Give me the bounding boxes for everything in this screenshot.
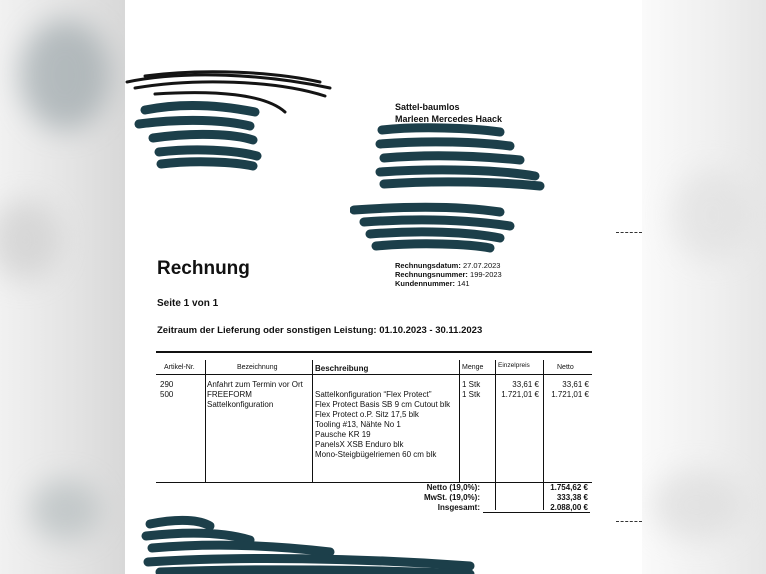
net-total-value: 1.754,62 € [550, 483, 588, 492]
row-unit-price: 1.721,01 € [501, 390, 539, 399]
column-divider [312, 360, 313, 482]
header-quantity: Menge [462, 364, 484, 371]
background-blur [30, 480, 100, 540]
header-net: Netto [557, 364, 574, 371]
row-description-line: Flex Protect o.P. Sitz 17,5 blk [315, 410, 419, 419]
invoice-number-value: 199-2023 [470, 270, 502, 279]
vat-value: 333,38 € [556, 493, 588, 502]
sender-owner: Marleen Mercedes Haack [395, 114, 503, 124]
row-article-no: 500 [160, 390, 174, 399]
page-info: Seite 1 von 1 [157, 298, 219, 309]
invoice-number-label: Rechnungsnummer: [395, 270, 468, 279]
row-net: 1.721,01 € [551, 390, 589, 399]
invoice-paper [125, 0, 642, 574]
row-quantity: 1 Stk [462, 380, 481, 389]
net-total-label: Netto (19,0%): [426, 483, 480, 492]
row-article-no: 290 [160, 380, 174, 389]
document-title: Rechnung [157, 258, 250, 279]
delivery-period: Zeitraum der Lieferung oder sonstigen Leistung: 01.10.2023 - 30.11.2023 [157, 325, 483, 336]
row-description-line: Pausche KR 19 [315, 430, 371, 439]
customer-number [395, 279, 470, 289]
background-blur [672, 170, 752, 260]
invoice-date-label: Rechnungsdatum: [395, 261, 461, 270]
grand-total-label: Insgesamt: [437, 503, 480, 512]
row-description-line: Flex Protect Basis SB 9 cm Cutout blk [315, 400, 451, 409]
row-description-line: Mono-Steigbügelriemen 60 cm blk [315, 450, 437, 459]
column-divider [459, 360, 460, 482]
header-article-no: Artikel-Nr. [164, 364, 195, 371]
background-blur [652, 470, 742, 540]
row-designation: FREEFORM [207, 390, 252, 399]
background-left [0, 0, 125, 574]
table-header-rule [156, 374, 592, 375]
total-rule [483, 512, 590, 513]
customer-number-value: 141 [457, 279, 470, 288]
grand-total-value: 2.088,00 € [550, 503, 588, 512]
customer-number-label: Kundennummer: [395, 279, 455, 288]
header-description: Beschreibung [315, 364, 369, 373]
invoice-date-value: 27.07.2023 [462, 261, 501, 270]
sender-address-redaction [350, 120, 550, 260]
row-designation: Sattelkonfiguration [207, 400, 274, 409]
background-blur [20, 20, 110, 130]
header-designation: Bezeichnung [237, 364, 278, 371]
row-description-line: Tooling #13, Nähte No 1 [315, 420, 401, 429]
background-right [642, 0, 766, 574]
row-net: 33,61 € [562, 380, 589, 389]
row-designation: Anfahrt zum Termin vor Ort [207, 380, 303, 389]
row-description-line: PanelsX XSB Enduro blk [315, 440, 404, 449]
fold-mark [616, 232, 642, 234]
row-description-line: Sattelkonfiguration “Flex Protect” [315, 390, 432, 399]
header-unit-price: Einzelpreis [498, 362, 530, 369]
fold-mark [616, 521, 642, 523]
footer-redaction [140, 512, 480, 574]
vat-label: MwSt. (19,0%): [423, 493, 480, 502]
row-quantity: 1 Stk [462, 390, 481, 399]
column-divider [205, 360, 206, 482]
table-top-rule [156, 351, 592, 353]
sender-name: Sattel-baumlos [395, 102, 460, 112]
background-blur [0, 200, 60, 280]
row-unit-price: 33,61 € [512, 380, 539, 389]
recipient-redaction [125, 60, 345, 180]
